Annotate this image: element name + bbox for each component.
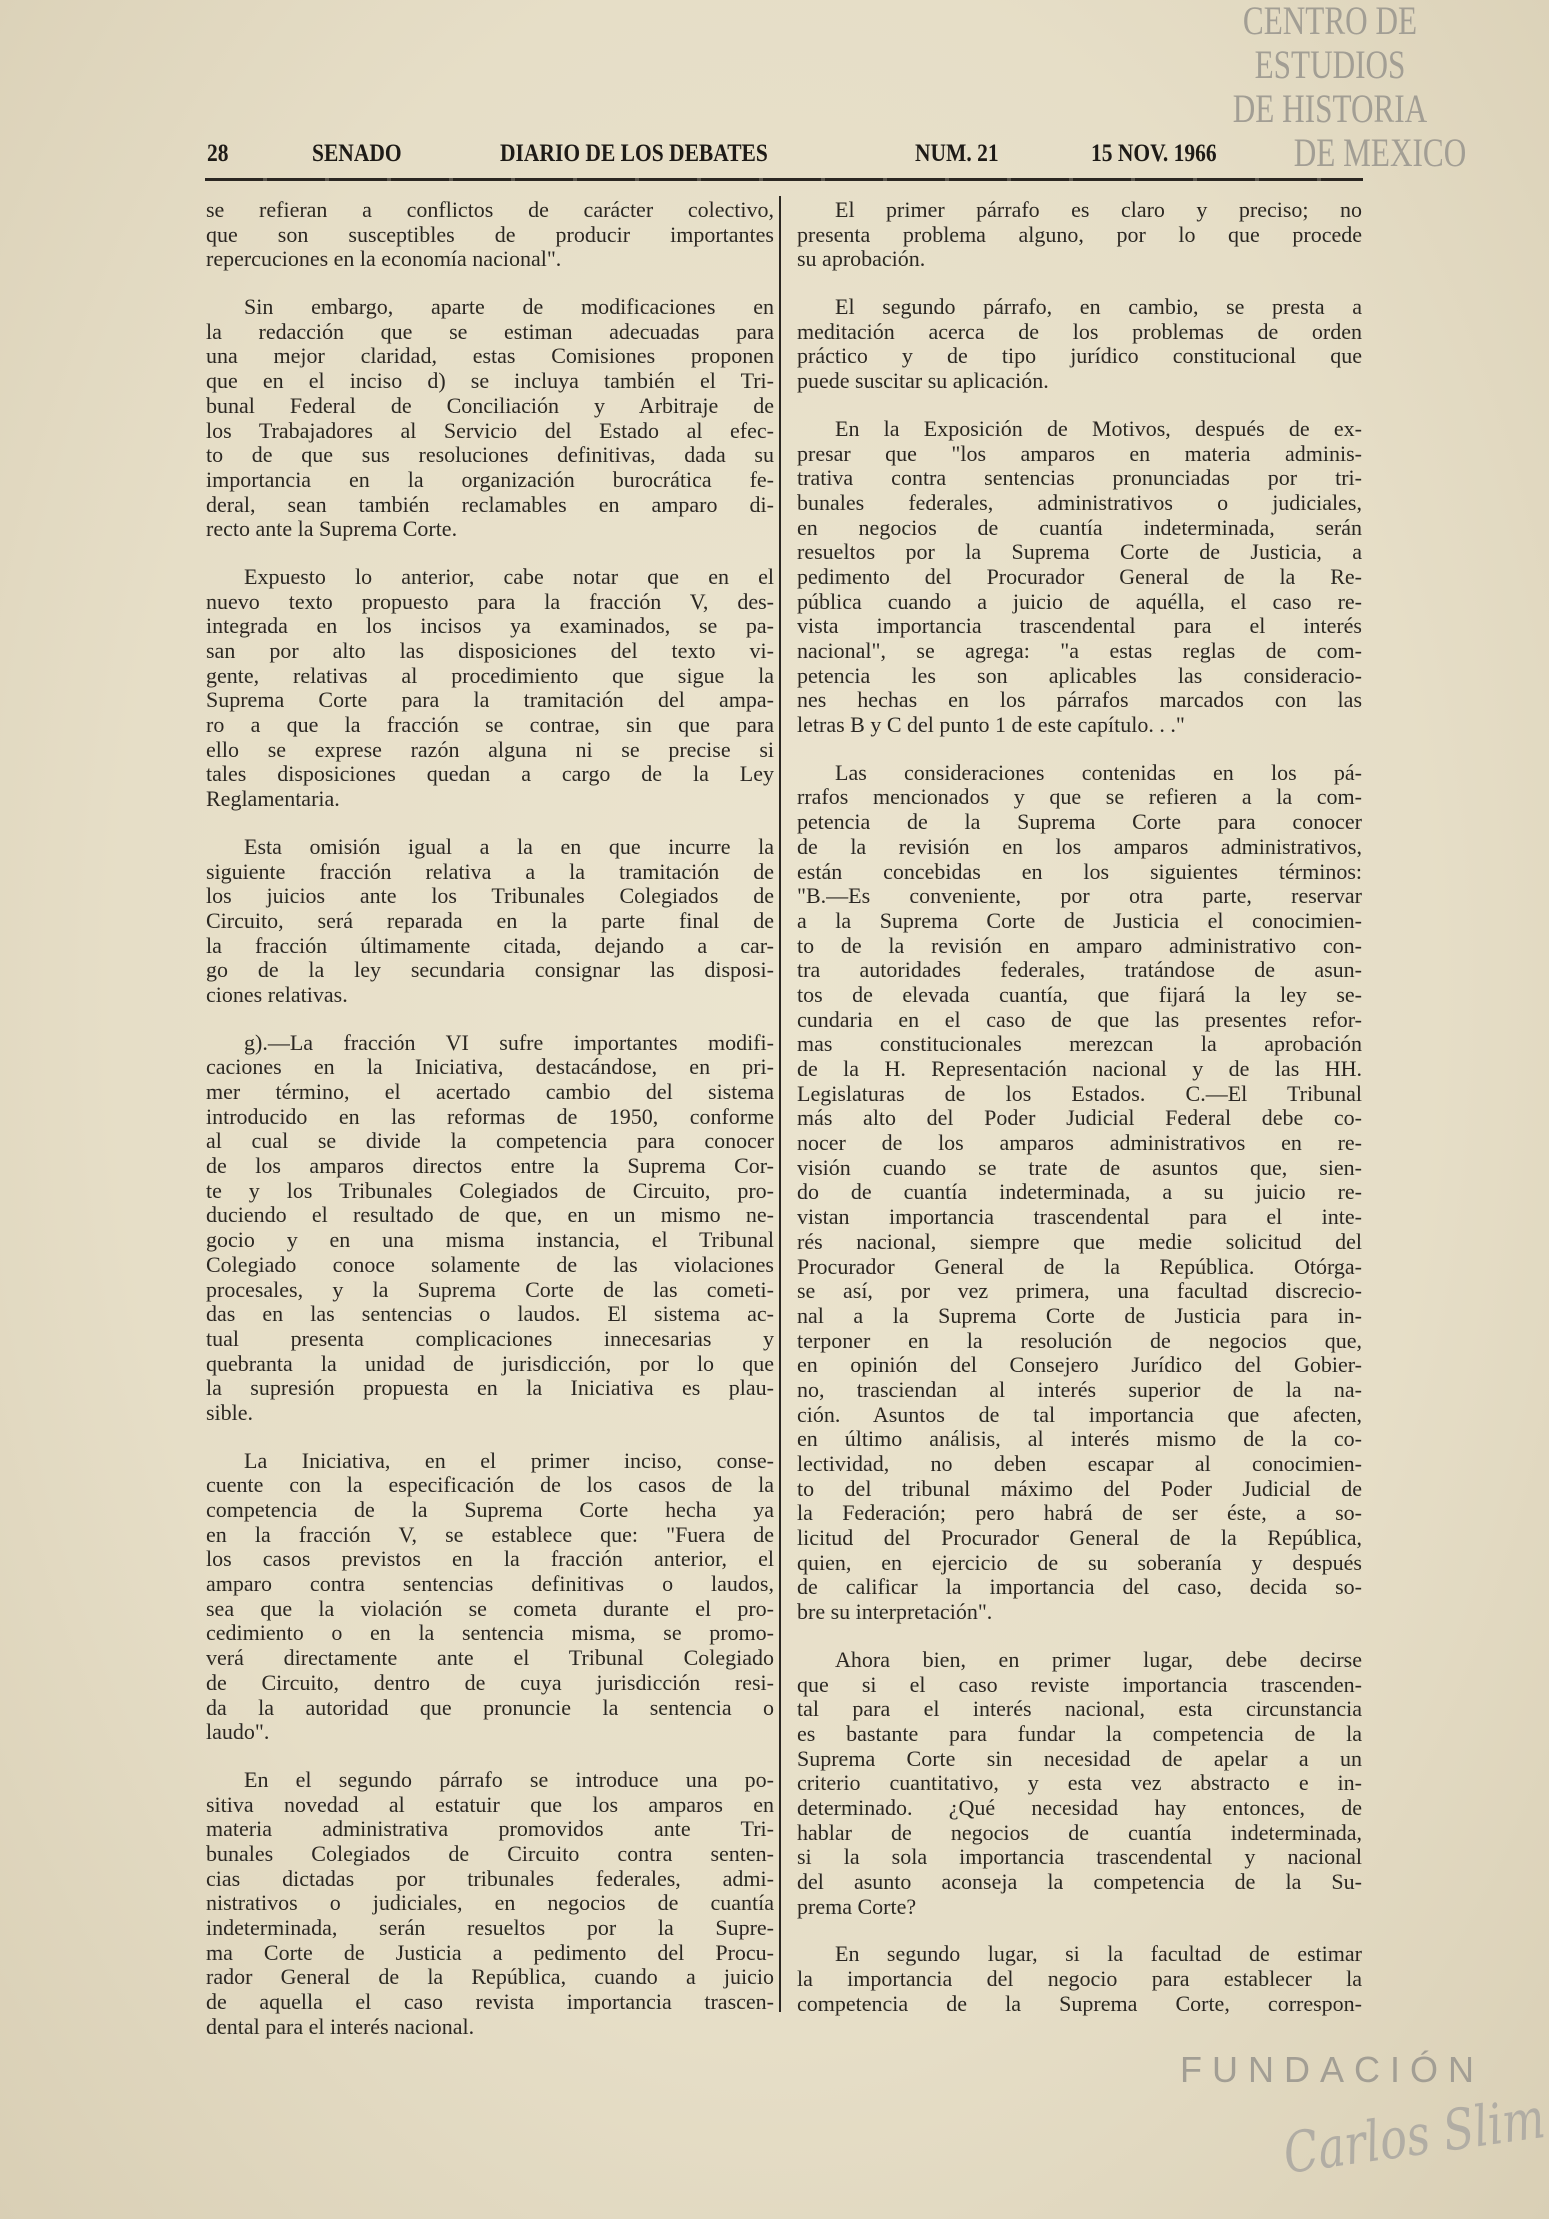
text-line: En el segundo párrafo se introduce una po- — [244, 1766, 774, 1792]
text-line: En la Exposición de Motivos, después de ex- — [835, 415, 1362, 441]
text-line: los Trabajadores al Servicio del Estado al efec- — [206, 417, 774, 443]
text-line: competencia de la Suprema Corte hecha ya — [206, 1497, 774, 1522]
text-line: da la autoridad que pronuncie la sentencia o — [206, 1694, 774, 1720]
text-line: se refieran a conflictos de carácter colectivo, — [206, 197, 774, 222]
paragraph — [206, 1031, 774, 1426]
text-line: nocer de los amparos administrativos en re- — [797, 1130, 1362, 1156]
text-line: la importancia del negocio para establecer la — [797, 1966, 1362, 1992]
text-line: al cual se divide la competencia para conocer — [206, 1128, 774, 1154]
text-line: vista importancia trascendental para el interés — [797, 613, 1362, 639]
column-divider — [779, 196, 781, 2012]
text-line: nistrativos o judiciales, en negocios de cuantía — [206, 1890, 774, 1916]
header-rule — [205, 178, 1363, 181]
text-line: práctico y de tipo jurídico constitucional que — [797, 343, 1362, 369]
text-line: una mejor claridad, estas Comisiones proponen — [206, 343, 774, 369]
text-line: das en las sentencias o laudos. El sistema ac- — [206, 1301, 774, 1327]
text-line: a la Suprema Corte de Justicia el conocimien- — [797, 907, 1362, 933]
paragraph — [797, 761, 1362, 1625]
text-line: tra autoridades federales, tratándose de asun- — [797, 957, 1362, 983]
text-line: rés nacional, siempre que medie solicitud del — [797, 1228, 1362, 1254]
text-line: están concebidas en los siguientes términos: — [797, 858, 1362, 884]
text-line: Expuesto lo anterior, cabe notar que en el — [244, 563, 774, 589]
page-number: 28 — [207, 140, 229, 167]
watermark-foundation: FUNDACIÓN — [1180, 2049, 1484, 2090]
text-line: Suprema Corte sin necesidad de apelar a un — [797, 1745, 1362, 1771]
text-line: bunal Federal de Conciliación y Arbitraje de — [206, 392, 774, 418]
text-line: Procurador General de la República. Otórga- — [797, 1253, 1362, 1279]
text-line: gente, relativas al procedimiento que sigue la — [206, 662, 774, 688]
text-line: laudo". — [206, 1719, 270, 1745]
text-line: tales disposiciones quedan a cargo de la Ley — [206, 761, 774, 787]
paragraph — [797, 1942, 1362, 2016]
text-line: to de que sus resoluciones definitivas, dada su — [206, 442, 774, 468]
text-line: El primer párrafo es claro y preciso; no — [835, 197, 1362, 222]
paragraph — [797, 295, 1362, 394]
text-line: que en el inciso d) se incluya también el Tri- — [206, 368, 774, 394]
text-line: la redacción que se estiman adecuadas para — [206, 318, 774, 344]
text-line: Legislaturas de los Estados. C.—El Tribunal — [797, 1080, 1362, 1106]
text-line: cundaria en el caso de que las presentes refor- — [797, 1006, 1362, 1032]
text-line: dental para el interés nacional. — [206, 2013, 475, 2039]
text-line: nes hechas en los párrafos marcados con las — [797, 687, 1362, 713]
text-line: indeterminada, serán resueltos por la Supre- — [206, 1915, 774, 1940]
text-line: importancia en la organización burocrática fe- — [206, 466, 774, 492]
text-line: criterio cuantitativo, y esta vez abstracto e in- — [797, 1770, 1362, 1796]
text-line: del asunto aconseja la competencia de la Su- — [797, 1869, 1362, 1894]
text-line: bunales federales, administrativos o judiciales, — [797, 489, 1362, 515]
right-column — [797, 198, 1362, 2039]
text-line: rador General de la República, cuando a juicio — [206, 1964, 774, 1990]
text-line: presar que "los amparos en materia adminis- — [797, 440, 1362, 466]
text-line: El segundo párrafo, en cambio, se presta a — [835, 294, 1362, 320]
text-line: vistan importancia trascendental para el inte- — [797, 1204, 1362, 1230]
text-line: licitud del Procurador General de la República, — [797, 1525, 1362, 1551]
text-line: más alto del Poder Judicial Federal debe co- — [797, 1105, 1362, 1131]
text-line: En segundo lugar, si la facultad de estimar — [835, 1941, 1362, 1967]
text-line: la Federación; pero habrá de ser éste, a so- — [797, 1500, 1362, 1526]
text-line: visión cuando se trate de asuntos que, sien- — [797, 1154, 1362, 1180]
text-line: cuente con la especificación de los casos de la — [206, 1472, 774, 1498]
text-line: quien, en ejercicio de su soberanía y después — [797, 1549, 1362, 1575]
watermark-line: DE HISTORIA — [1232, 86, 1428, 131]
watermark-signature: Carlos Slim — [1279, 2086, 1549, 2187]
text-line: bunales Colegiados de Circuito contra senten- — [206, 1840, 774, 1866]
paragraph — [797, 198, 1362, 272]
text-line: sea que la violación se cometa durante el pro- — [206, 1595, 774, 1621]
text-line: mas constitucionales merezcan la aprobación — [797, 1031, 1362, 1057]
text-line: su aprobación. — [797, 246, 926, 272]
text-line: de aquella el caso revista importancia trascen- — [206, 1989, 774, 2015]
text-line: lectividad, no deben escapar al conocimien- — [797, 1451, 1362, 1476]
text-line: en opinión del Consejero Jurídico del Gobier- — [797, 1352, 1362, 1378]
text-line: trativa contra sentencias pronunciadas por tri- — [797, 465, 1362, 491]
paragraph — [206, 198, 774, 272]
text-line: repercuciones en la economía nacional". — [206, 246, 562, 272]
text-line: de Circuito, dentro de cuya jurisdicción resi- — [206, 1669, 774, 1695]
text-line: to de la revisión en amparo administrativo con- — [797, 932, 1362, 958]
watermark-line: ESTUDIOS — [1254, 42, 1406, 87]
text-line: puede suscitar su aplicación. — [797, 368, 1049, 394]
text-line: caciones en la Iniciativa, destacándose, en pri- — [206, 1054, 774, 1080]
text-line: ello se exprese razón alguna ni se precise si — [206, 736, 774, 762]
text-line: si la sola importancia trascendental y nacional — [797, 1844, 1362, 1870]
paragraph — [206, 295, 774, 542]
text-line: Esta omisión igual a la en que incurre la — [244, 833, 774, 859]
text-line: amparo contra sentencias definitivas o laudos, — [206, 1571, 774, 1597]
text-line: que si el caso reviste importancia trascenden- — [797, 1671, 1362, 1697]
text-line: Sin embargo, aparte de modificaciones en — [244, 294, 774, 320]
text-line: verá directamente ante el Tribunal Colegiado — [206, 1645, 774, 1671]
text-line: bre su interpretación". — [797, 1599, 993, 1625]
text-line: Suprema Corte para la tramitación del ampa- — [206, 687, 774, 713]
text-line: de los amparos directos entre la Suprema Cor- — [206, 1153, 774, 1179]
text-line: es bastante para fundar la competencia de la — [797, 1720, 1362, 1746]
text-line: rrafos mencionados y que se refieren a la com- — [797, 784, 1362, 810]
paragraph — [797, 1648, 1362, 1920]
text-line: introducido en las reformas de 1950, conforme — [206, 1103, 774, 1129]
text-line: nacional", se agrega: "a estas reglas de com- — [797, 638, 1362, 663]
text-line: g).—La fracción VI sufre importantes modifi- — [244, 1029, 774, 1055]
paragraph — [206, 835, 774, 1008]
text-line: integrada en los incisos ya examinados, se pa- — [206, 613, 774, 639]
text-line: nuevo texto propuesto para la fracción V, des- — [206, 588, 774, 614]
text-line: los juicios ante los Tribunales Colegiados de — [206, 883, 774, 909]
text-line: Ahora bien, en primer lugar, debe decirse — [835, 1646, 1362, 1672]
text-line: pública cuando a juicio de aquélla, el caso re- — [797, 588, 1362, 614]
text-line: de la revisión en los amparos administrativos, — [797, 833, 1362, 859]
text-line: tual presenta complicaciones innecesarias y — [206, 1325, 774, 1351]
text-line: Colegiado conoce solamente de las violaciones — [206, 1251, 774, 1277]
issue-number: NUM. 21 — [915, 140, 999, 167]
text-line: procesales, y la Suprema Corte de las cometi- — [206, 1276, 774, 1302]
page-header — [205, 140, 1365, 174]
text-line: "B.—Es conveniente, por otra parte, reservar — [797, 883, 1362, 909]
text-line: Circuito, será reparada en la parte final de — [206, 907, 774, 933]
text-line: se así, por vez primera, una facultad discrecio- — [797, 1278, 1362, 1304]
paragraph — [797, 417, 1362, 738]
text-line: prema Corte? — [797, 1893, 917, 1919]
text-line: tos de elevada cuantía, que fijará la ley se- — [797, 981, 1362, 1007]
text-line: materia administrativa promovidos ante Tri- — [206, 1816, 774, 1842]
watermark-line: DE MEXICO — [1293, 130, 1467, 175]
text-line: de la H. Representación nacional y de las HH. — [797, 1056, 1362, 1081]
text-line: la supresión propuesta en la Iniciativa es plau- — [206, 1375, 774, 1401]
text-line: ciones relativas. — [206, 981, 348, 1007]
text-line: hablar de negocios de cuantía indeterminada, — [797, 1819, 1362, 1845]
text-line: sible. — [206, 1399, 254, 1425]
text-line: te y los Tribunales Colegiados de Circuito, pro- — [206, 1177, 774, 1203]
text-line: en negocios de cuantía indeterminada, serán — [797, 514, 1362, 540]
chamber-name: SENADO — [312, 140, 402, 167]
text-line: ción. Asuntos de tal importancia que afecten, — [797, 1401, 1362, 1427]
text-line: letras B y C del punto 1 de este capítulo. . ." — [797, 712, 1185, 738]
publication-title: DIARIO DE LOS DEBATES — [500, 140, 768, 167]
text-line: que son susceptibles de producir importantes — [206, 221, 774, 247]
text-line: Reglamentaria. — [206, 786, 340, 812]
text-line: pedimento del Procurador General de la Re- — [797, 563, 1362, 589]
text-line: petencia de la Suprema Corte para conocer — [797, 809, 1362, 835]
text-line: presenta problema alguno, por lo que procede — [797, 221, 1362, 247]
text-line: cias dictadas por tribunales federales, admi- — [206, 1865, 774, 1891]
text-line: sitiva novedad al estatuir que los amparos en — [206, 1791, 774, 1817]
text-line: ma Corte de Justicia a pedimento del Procu- — [206, 1939, 774, 1965]
left-column — [206, 198, 774, 2062]
text-line: cedimiento o en la sentencia misma, se promo- — [206, 1620, 774, 1646]
text-line: san por alto las disposiciones del texto vi- — [206, 638, 774, 663]
text-line: meditación acerca de los problemas de orden — [797, 318, 1362, 344]
paragraph — [206, 565, 774, 812]
text-line: Las consideraciones contenidas en los pá- — [835, 759, 1362, 785]
text-line: en último análisis, al interés mismo de la co- — [797, 1426, 1362, 1452]
text-line: to del tribunal máximo del Poder Judicial de — [797, 1475, 1362, 1501]
text-line: la fracción últimamente citada, dejando a car- — [206, 932, 774, 958]
text-line: competencia de la Suprema Corte, correspon- — [797, 1990, 1362, 2016]
text-line: terponer en la resolución de negocios que, — [797, 1327, 1362, 1353]
text-line: ro a que la fracción se contrae, sin que para — [206, 712, 774, 738]
text-line: petencia les son aplicables las consideracio- — [797, 662, 1362, 688]
text-line: mer término, el acertado cambio del sistema — [206, 1079, 774, 1104]
text-line: recto ante la Suprema Corte. — [206, 516, 458, 542]
text-line: resueltos por la Suprema Corte de Justicia, a — [797, 539, 1362, 565]
paragraph — [206, 1768, 774, 2040]
text-line: no, trasciendan al interés superior de la na- — [797, 1376, 1362, 1402]
text-line: La Iniciativa, en el primer inciso, conse- — [244, 1447, 774, 1473]
paragraph — [206, 1449, 774, 1745]
watermark-line: CENTRO DE — [1242, 0, 1418, 43]
text-line: nal a la Suprema Corte de Justicia para in- — [797, 1302, 1362, 1328]
issue-date: 15 NOV. 1966 — [1091, 140, 1217, 167]
text-line: en la fracción V, se establece que: "Fuera de — [206, 1521, 774, 1547]
text-line: go de la ley secundaria consignar las disposi- — [206, 957, 774, 983]
text-line: gocio y en una misma instancia, el Tribunal — [206, 1227, 774, 1253]
text-line: quebranta la unidad de jurisdicción, por lo que — [206, 1350, 774, 1376]
text-line: los casos previstos en la fracción anterior, el — [206, 1546, 774, 1572]
text-line: de calificar la importancia del caso, decida so- — [797, 1574, 1362, 1600]
text-line: do de cuantía indeterminada, a su juicio re- — [797, 1179, 1362, 1205]
text-line: determinado. ¿Qué necesidad hay entonces, de — [797, 1794, 1362, 1820]
text-line: deral, sean también reclamables en amparo di- — [206, 491, 774, 517]
text-line: tal para el interés nacional, esta circunstancia — [797, 1696, 1362, 1722]
text-line: siguiente fracción relativa a la tramitación de — [206, 858, 774, 884]
text-line: duciendo el resultado de que, en un mismo ne- — [206, 1202, 774, 1228]
